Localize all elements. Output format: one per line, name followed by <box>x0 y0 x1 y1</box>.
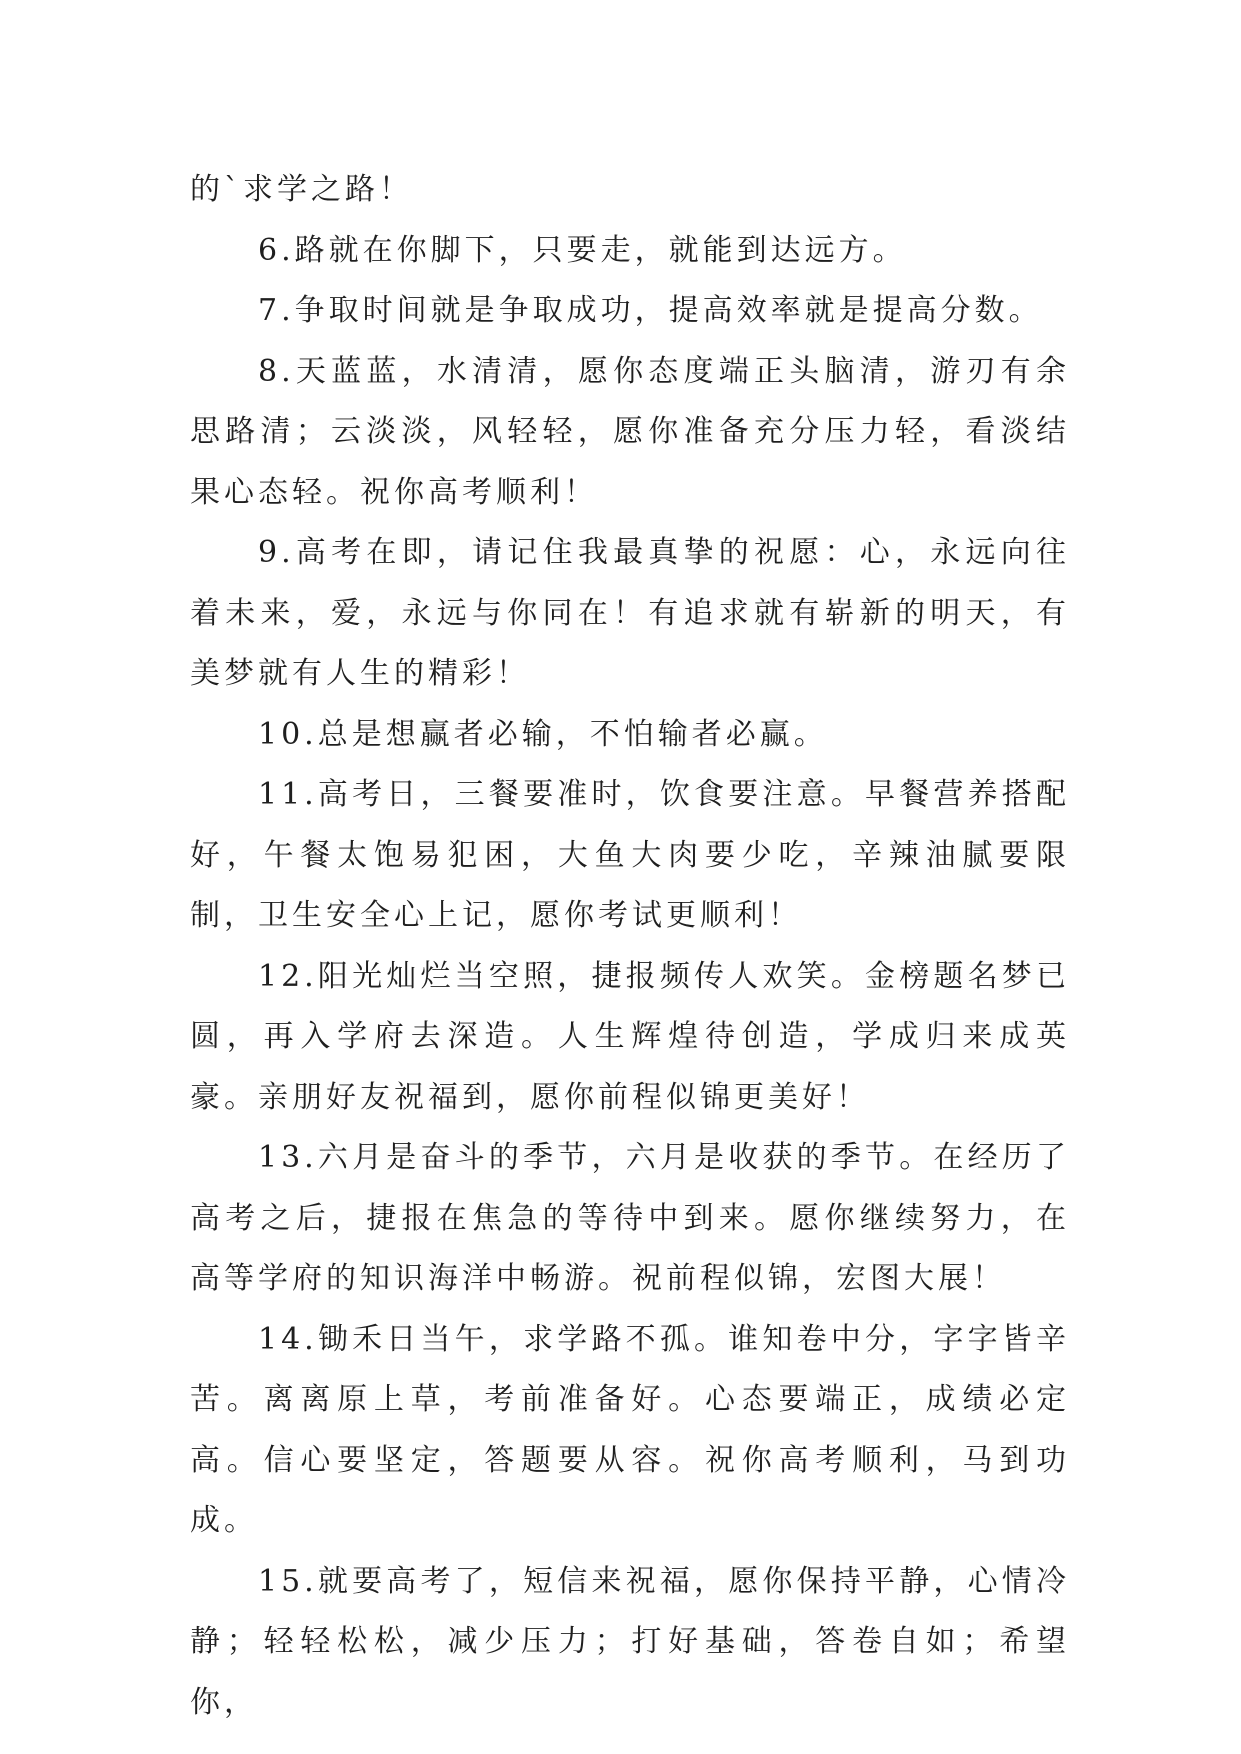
paragraph-item-15: 15.就要高考了，短信来祝福，愿你保持平静，心情冷静；轻轻松松，减少压力；打好基础，答卷自如；希望你， <box>190 1563 1070 1720</box>
paragraph-item-7: 7.争取时间就是争取成功，提高效率就是提高分数。 <box>258 293 1043 328</box>
paragraph-item-13: 13.六月是奋斗的季节，六月是收获的季节。在经历了高考之后，捷报在焦急的等待中到来。愿你继续努力，在高等学府的知识海洋中畅游。祝前程似锦，宏图大展！ <box>190 1140 1070 1296</box>
paragraph-item-11: 11.高考日，三餐要准时，饮食要注意。早餐营养搭配好，午餐太饱易犯困，大鱼大肉要少吃，辛辣油腻要限制，卫生安全心上记，愿你考试更顺利！ <box>190 777 1070 933</box>
paragraph-item-6: 6.路就在你脚下，只要走，就能到达远方。 <box>258 232 907 268</box>
paragraph-item-8: 8.天蓝蓝，水清清，愿你态度端正头脑清，游刃有余思路清；云淡淡，风轻轻，愿你准备充分压力轻，看淡结果心态轻。祝你高考顺利！ <box>190 353 1070 510</box>
paragraph-item-14: 14.锄禾日当午，求学路不孤。谁知卷中分，字字皆辛苦。离离原上草，考前准备好。心态要端正，成绩必定高。信心要坚定，答题要从容。祝你高考顺利，马到功成。 <box>190 1321 1070 1538</box>
document-body <box>190 160 1070 1733</box>
paragraph-item-9: 9.高考在即，请记住我最真挚的祝愿：心，永远向往着未来，爱，永远与你同在！有追求就有崭新的明天，有美梦就有人生的精彩！ <box>190 535 1070 691</box>
paragraph-continuation: 的`求学之路！ <box>190 172 413 207</box>
paragraph-item-12: 12.阳光灿烂当空照，捷报频传人欢笑。金榜题名梦已圆，再入学府去深造。人生辉煌待创造，学成归来成英豪。亲朋好友祝福到，愿你前程似锦更美好！ <box>190 958 1070 1115</box>
paragraph-item-10: 10.总是想赢者必输，不怕输者必赢。 <box>258 716 828 752</box>
